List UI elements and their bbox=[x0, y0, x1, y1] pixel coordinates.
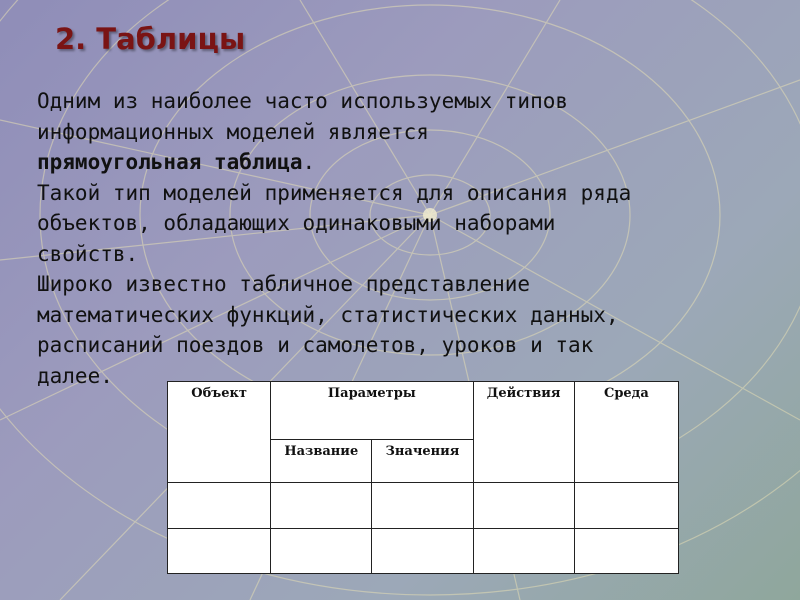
table-cell bbox=[473, 482, 574, 528]
paragraph-line: расписаний поездов и самолетов, уроков и так bbox=[37, 333, 594, 357]
bold-term: прямоугольная таблица bbox=[37, 150, 303, 174]
paragraph-line: далее. bbox=[37, 363, 113, 388]
paragraph-line: Широко известно табличное представление bbox=[37, 272, 531, 296]
table-cell bbox=[168, 482, 271, 528]
slide-body bbox=[37, 86, 787, 391]
table-row bbox=[168, 482, 679, 528]
subheader-values: Значения bbox=[372, 440, 473, 482]
header-object: Объект bbox=[168, 382, 271, 483]
header-parameters: Параметры bbox=[271, 382, 473, 440]
paragraph-line: свойств. bbox=[37, 241, 139, 266]
paragraph-model-usage bbox=[37, 178, 787, 270]
header-actions: Действия bbox=[473, 382, 574, 483]
paragraph-line: информационных моделей является bbox=[37, 119, 429, 144]
table-cell bbox=[473, 528, 574, 573]
table-cell bbox=[372, 482, 473, 528]
paragraph-line: Такой тип моделей применяется для описания ряда bbox=[37, 180, 632, 205]
subheader-name: Название bbox=[271, 440, 372, 482]
example-table bbox=[167, 381, 679, 574]
table-cell bbox=[271, 482, 372, 528]
paragraph-examples bbox=[37, 269, 787, 391]
paragraph-end: . bbox=[302, 150, 316, 174]
header-environment: Среда bbox=[574, 382, 678, 483]
paragraph-table-models bbox=[37, 86, 787, 178]
paragraph-line: объектов, обладающих одинаковыми наборами bbox=[37, 211, 556, 235]
table-cell bbox=[271, 528, 372, 573]
table-row bbox=[168, 528, 679, 573]
slide-title: 2. Таблицы bbox=[55, 22, 246, 56]
table-cell bbox=[574, 528, 678, 573]
table-cell bbox=[168, 528, 271, 573]
table-cell bbox=[574, 482, 678, 528]
paragraph-line: Одним из наиболее часто используемых типов bbox=[37, 89, 569, 113]
paragraph-line: математических функций, статистических данных, bbox=[37, 302, 619, 327]
table-cell bbox=[372, 528, 473, 573]
